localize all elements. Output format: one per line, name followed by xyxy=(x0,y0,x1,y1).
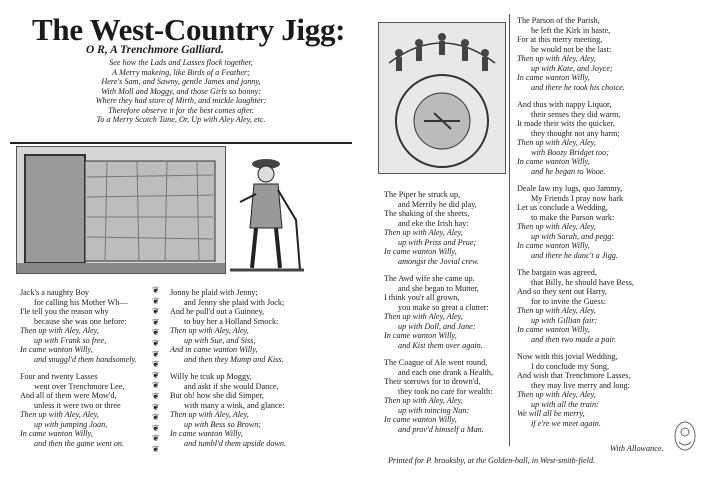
verse-line: to buy her a Holland Smock: xyxy=(184,316,279,326)
intro-line: Therefore observe it for the best comes after. xyxy=(108,105,254,115)
verse-line: Then up with Aley, Aley, xyxy=(170,326,249,335)
verse-line: up with Bess so Brown; xyxy=(184,419,262,429)
printers-mark-emblem xyxy=(672,420,698,452)
verse-line: and there he danc't a Jigg. xyxy=(531,250,618,260)
ballad-title: The West-Country Jigg: xyxy=(32,12,346,47)
verse-line: and Kist them over again. xyxy=(398,340,483,350)
verse-line: for calling his Mother Wh— xyxy=(34,297,128,307)
verse-line: In came wanton Willy, xyxy=(517,73,590,82)
verse-line: to make the Parson wark: xyxy=(531,212,615,222)
verse-line: Then up with Aley, Aley, xyxy=(384,228,463,237)
verse-line: And thus with nappy Liquor, xyxy=(517,100,612,109)
woodcut-dancers-illustration xyxy=(378,22,506,174)
verse-line: up with jumping Joan, xyxy=(34,419,108,429)
allowance-note: With Allowance. xyxy=(610,444,664,453)
verse-line: you make so great a clutter: xyxy=(398,302,489,312)
verse-line: Then up with Aley, Aley, xyxy=(384,396,463,405)
verse-line: he left the Kirk in haste, xyxy=(531,25,611,35)
verse-line: and prov'd himself a Man. xyxy=(398,424,484,434)
verse-line: Then up with Aley, Aley, xyxy=(20,410,99,419)
column-divider xyxy=(509,14,510,446)
verse-column-3 xyxy=(384,190,493,434)
verse-line: For at this merry meeting, xyxy=(517,35,603,44)
verse-line: Deale faw my lugs, quo Jammy, xyxy=(517,184,623,193)
intro-verse xyxy=(56,58,306,125)
verse-line: Then up with Aley, Aley, xyxy=(517,138,596,147)
verse-line: they thought not any harm; xyxy=(531,128,620,138)
intro-line: A Merry makeing, like Birds of a Feather; xyxy=(112,67,250,77)
verse-line: because she was one before: xyxy=(34,316,127,326)
verse-line: they may live merry and long: xyxy=(531,380,630,390)
verse-line: up with Frank so free, xyxy=(34,335,107,345)
verse-line: In came wanton Willy, xyxy=(517,325,590,334)
verse-line: he would not be the last: xyxy=(531,44,612,54)
verse-line: unless it were two or three xyxy=(34,400,121,410)
verse-line: And in came wanton Willy, xyxy=(170,345,258,354)
verse-line: up with Sue, and Siss, xyxy=(184,335,256,345)
verse-line: and each one drank a Health, xyxy=(398,367,494,377)
verse-line: Then up with Aley, Aley, xyxy=(517,390,596,399)
verse-line: and askt if she would Dance, xyxy=(184,381,279,391)
verse-line: and then two made a pair. xyxy=(531,334,617,344)
verse-line: It made their wits the quicker, xyxy=(517,119,615,128)
verse-line: amongst the Jovial crew. xyxy=(398,256,479,266)
intro-line: Here's Sam, and Sawny, gentle James and jonny, xyxy=(101,77,261,86)
woodcut-bed-illustration xyxy=(16,146,226,274)
verse-line: The Parson of the Parish, xyxy=(517,16,600,25)
verse-column-4 xyxy=(517,16,634,428)
verse-line: Then up with Aley, Aley, xyxy=(384,312,463,321)
verse-line: with Boozy Bridget too; xyxy=(531,147,610,157)
fleuron-border: ❦ ❦ ❦ ❦ ❦ ❦ ❦ ❦ ❦ ❦ ❦ ❦ ❦ ❦ ❦ ❦ xyxy=(152,285,160,454)
verse-line: My Friends I pray now hark xyxy=(531,193,624,203)
verse-line: In came wanton Willy, xyxy=(20,345,93,354)
verse-line: But oh! how she did Simper, xyxy=(170,391,264,400)
verse-line: and he began to Wooe. xyxy=(531,166,606,176)
verse-line: and eke the Irish hay: xyxy=(398,218,469,228)
intro-line: To a Merry Scotch Tune, Or, Up with Aley Aley, etc. xyxy=(96,115,266,124)
verse-column-1 xyxy=(20,288,137,448)
verse-line: I think you'r all grown, xyxy=(384,293,460,302)
ballad-subtitle: O R, A Trenchmore Galliard. xyxy=(86,44,224,56)
verse-line: In came wanton Willy, xyxy=(517,241,590,250)
woodcut-piper-illustration xyxy=(226,150,308,278)
verse-line: In came wanton Willy, xyxy=(170,429,243,438)
intro-line: Where they had store of Mirth, and mickle laughter: xyxy=(95,96,267,105)
printer-imprint: Printed for P. brooksby, at the Golden-ball, in West-smith-field. xyxy=(388,456,596,465)
verse-line: I do conclude my Song, xyxy=(531,361,609,371)
title-rule xyxy=(10,142,352,144)
verse-line: In came wanton Willy, xyxy=(384,415,457,424)
verse-line: and Jenny she plaid with Jock; xyxy=(184,297,285,307)
verse-line: up with Doll, and Jane: xyxy=(398,321,476,331)
verse-line: up with Priss and Prue; xyxy=(398,237,477,247)
verse-line: In came wanton Willy, xyxy=(384,247,457,256)
verse-line: Their sorrows for to drown'd, xyxy=(384,377,481,386)
verse-line: up with Kate, and Joyce; xyxy=(531,63,613,73)
verse-line: And so they sent out Harry, xyxy=(517,287,607,296)
verse-line: with many a wink, and glance: xyxy=(184,400,285,410)
intro-line: See how the Lads and Lasses flock together, xyxy=(109,58,253,67)
verse-line: up with Gillian fair: xyxy=(531,315,598,325)
verse-line: The Piper he struck up, xyxy=(384,190,461,199)
verse-line: Willy he tcuk up Moggy, xyxy=(170,372,252,381)
verse-line: And he pull'd out a Guinney, xyxy=(170,307,265,316)
verse-line: Then up with Aley, Aley, xyxy=(20,326,99,335)
verse-line: The Awd wife she came up. xyxy=(384,274,475,283)
verse-line: Let us conclude a Wedding, xyxy=(517,203,608,212)
verse-line: and there he took his choice. xyxy=(531,82,625,92)
verse-line: And all of them were Mow'd, xyxy=(20,391,117,400)
verse-line: Now with this jovial Wedding, xyxy=(517,352,618,361)
verse-line: and then the game went on. xyxy=(34,438,125,448)
verse-line: The shaking of the sheets, xyxy=(384,209,470,218)
verse-line: Then up with Aley, Aley, xyxy=(517,306,596,315)
verse-line: In came wanton Willy, xyxy=(517,157,590,166)
verse-line: Then up with Aley, Aley, xyxy=(517,54,596,63)
verse-line: and snuggl'd them handsomely. xyxy=(34,354,137,364)
verse-line: if e're we meet again. xyxy=(531,418,601,428)
verse-column-2 xyxy=(170,288,286,448)
verse-line: and then they Mump and Kiss. xyxy=(184,354,284,364)
verse-line: I'le tell you the reason why xyxy=(20,307,109,316)
verse-line: their senses they did warm, xyxy=(531,109,621,119)
verse-line: The Coague of Ale went round, xyxy=(384,358,488,367)
verse-line: for to invite the Guess: xyxy=(531,296,607,306)
verse-line: and Merrily he did play, xyxy=(398,199,477,209)
verse-line: and she began to Mutter, xyxy=(398,283,479,293)
verse-line: went over Trenchmore Lee, xyxy=(34,381,125,391)
verse-line: And wish that Trenchmore Lasses, xyxy=(517,371,631,380)
verse-line: up with all the train: xyxy=(531,399,599,409)
verse-line: Jack's a naughty Boy xyxy=(20,288,90,297)
verse-line: up with Sarah, and pegg: xyxy=(531,231,615,241)
verse-line: The bargain was agreed, xyxy=(517,268,597,277)
verse-line: In came wanton Willy, xyxy=(20,429,93,438)
verse-line: up with mincing Nan: xyxy=(398,405,470,415)
verse-line: they took no care for wealth: xyxy=(398,386,493,396)
intro-line: With Moll and Moggy, and those Girls so bonny: xyxy=(101,86,261,96)
verse-line: that Billy, he should have Bess, xyxy=(531,277,634,287)
verse-line: and tumbl'd them upside down. xyxy=(184,438,287,448)
verse-line: We will all be merry, xyxy=(517,409,585,418)
verse-line: Four and twenty Lasses xyxy=(20,372,98,381)
verse-line: Jonny he plaid with Jenny; xyxy=(170,288,258,297)
verse-line: Then up with Aley, Aley, xyxy=(170,410,249,419)
verse-line: In came wanton Willy, xyxy=(384,331,457,340)
verse-line: Then up with Aley, Aley, xyxy=(517,222,596,231)
